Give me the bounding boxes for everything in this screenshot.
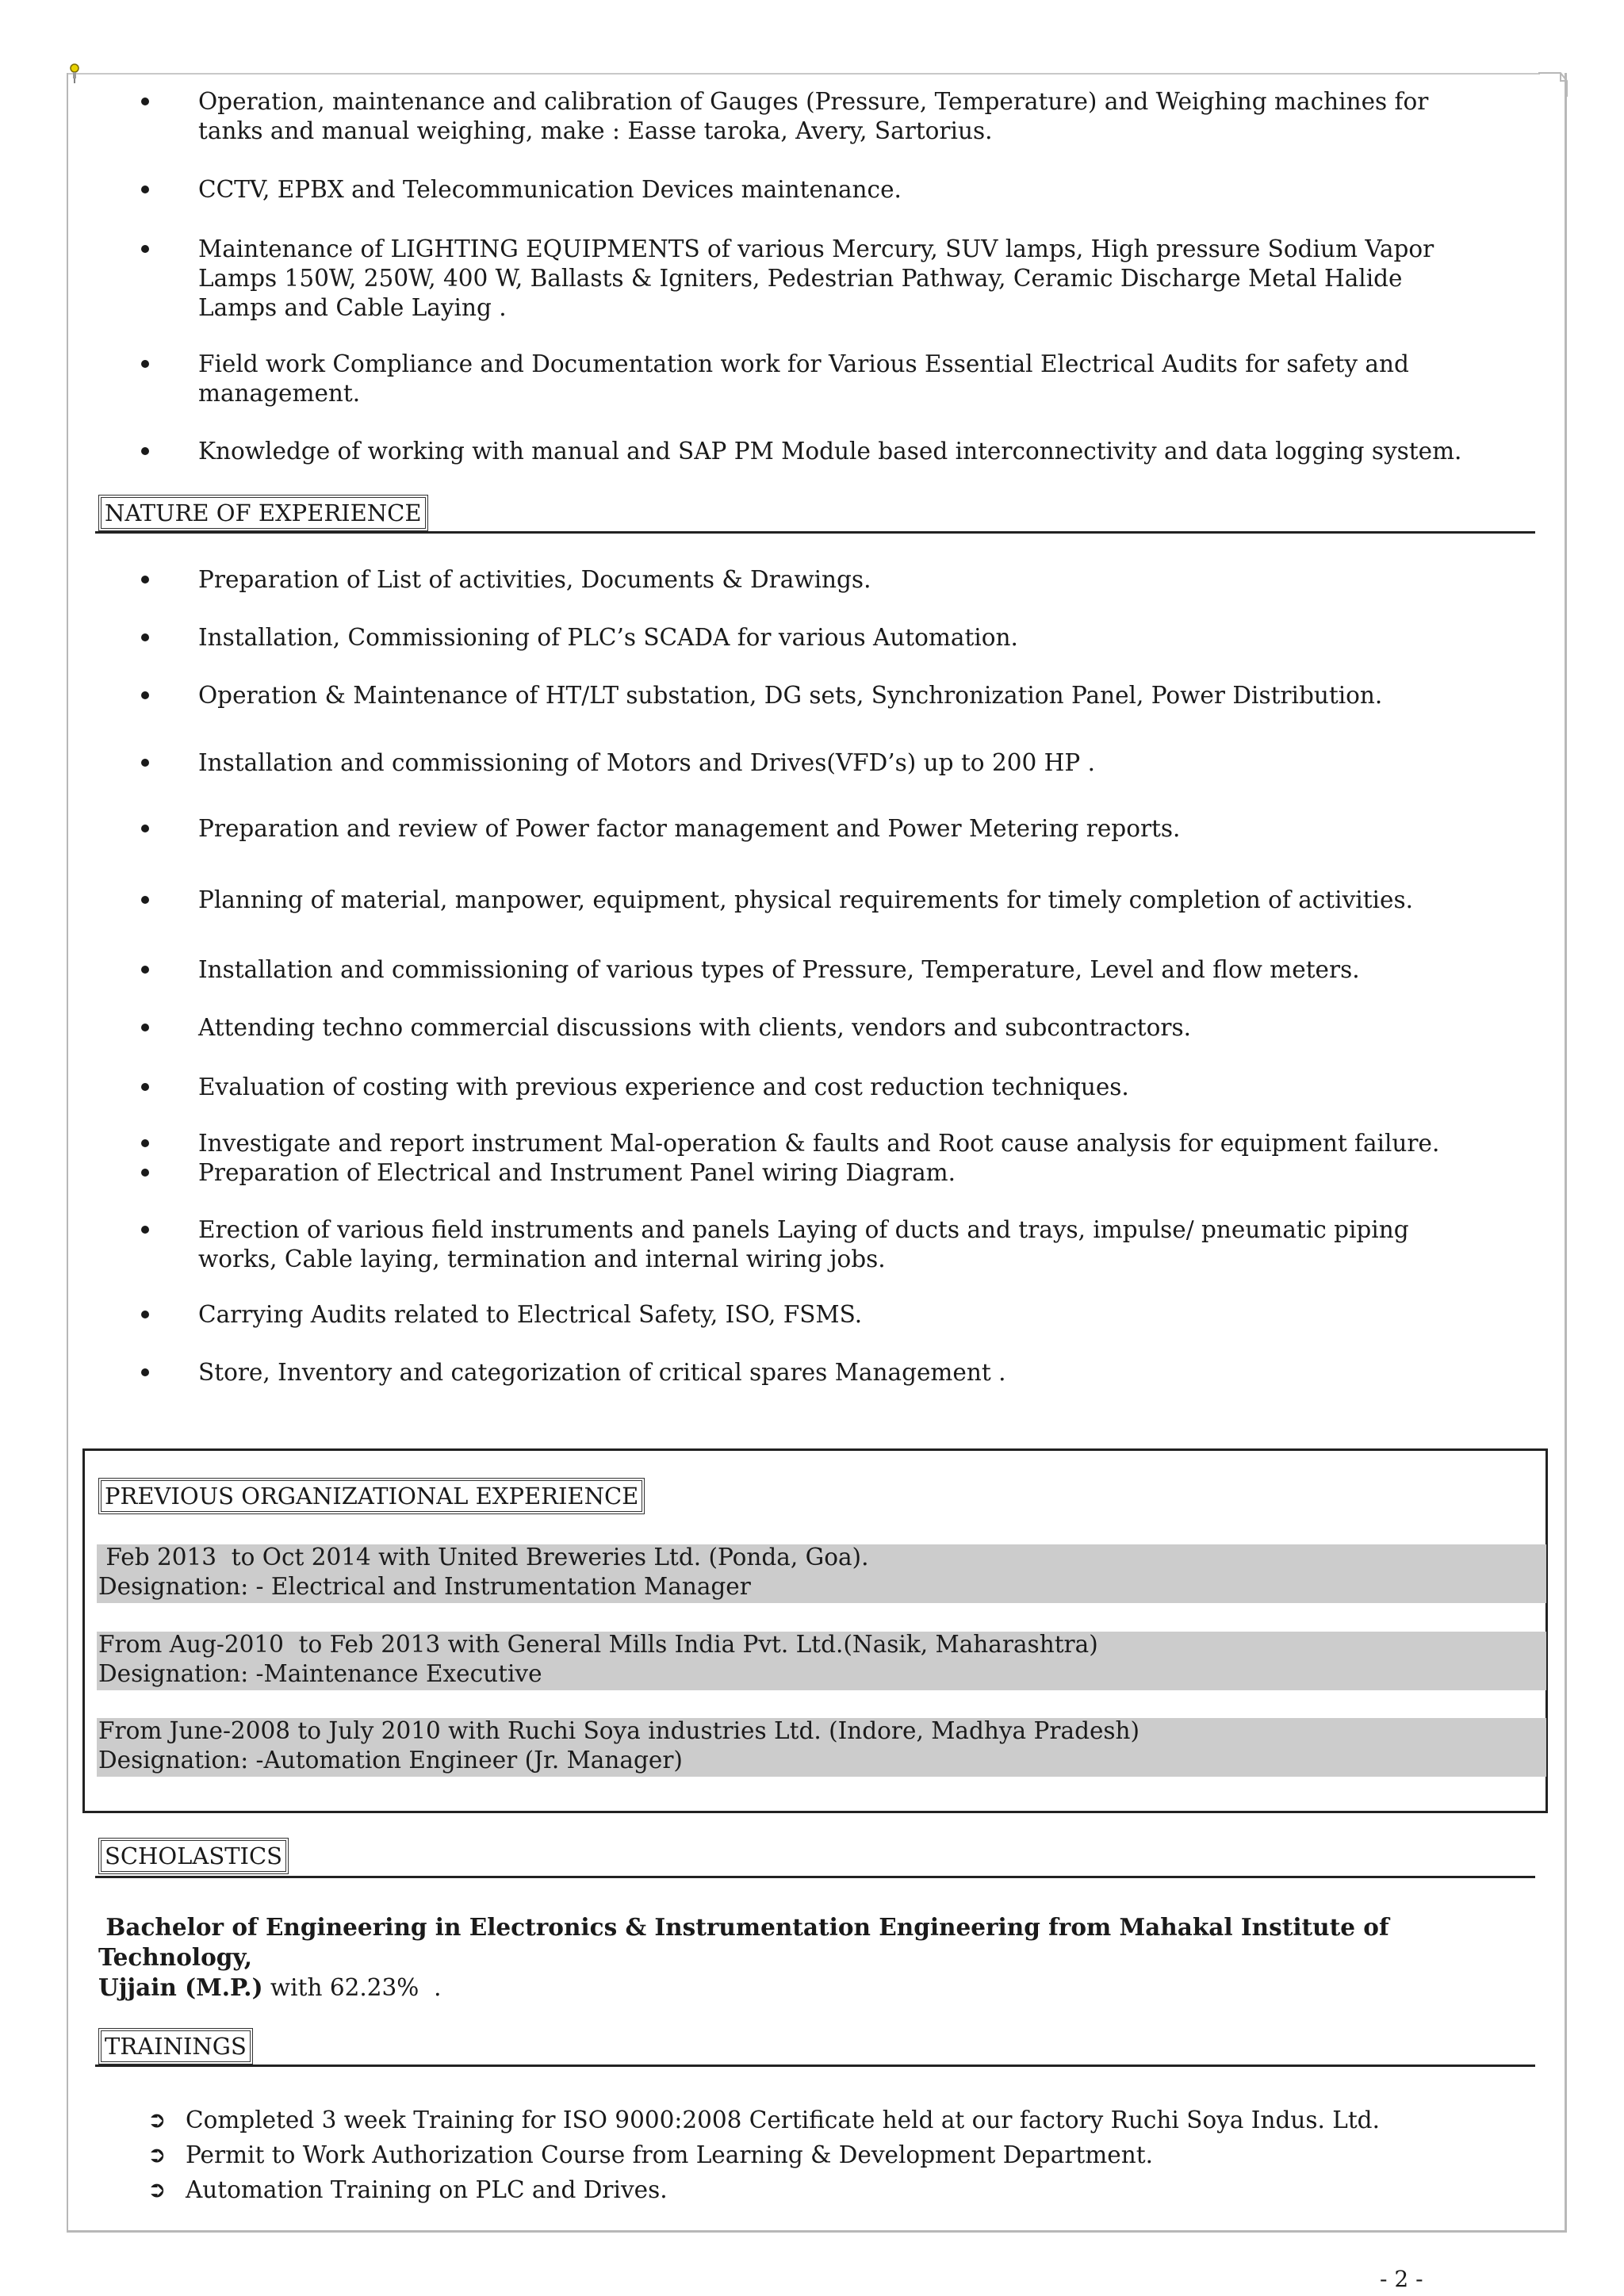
trainings-list [147,2103,1380,2207]
bullet-icon [141,1169,149,1177]
list-item: Preparation and review of Power factor management and Power Metering reports. [198,814,1535,844]
list-item: Knowledge of working with manual and SAP PM Module based interconnectivity and data logging system. [198,437,1535,466]
list-item: Carrying Audits related to Electrical Safety, ISO, FSMS. [198,1300,1535,1330]
bullet-icon [141,245,149,253]
bullet-icon [141,447,149,455]
page-number: - 2 - [1380,2266,1423,2292]
page-fold-icon [1537,70,1568,98]
degree-location: Ujjain (M.P.) [98,1973,263,2001]
experience-period: From June-2008 to July 2010 with Ruchi Soya industries Ltd. (Indore, Madhya Pradesh) [98,1717,1140,1744]
pushpin-icon [68,63,81,84]
list-item: Planning of material, manpower, equipment, physical requirements for timely completion of activities. [198,886,1535,915]
list-item: Evaluation of costing with previous experience and cost reduction techniques. [198,1073,1535,1102]
bullet-icon [141,759,149,767]
section-rule [95,1876,1535,1878]
arrow-bullet-icon: ➲ [147,2107,167,2133]
bullet-icon [141,1139,149,1147]
experience-designation: Designation: - Electrical and Instrumentation Manager [98,1573,751,1600]
list-item: Preparation of List of activities, Documents & Drawings. [198,565,1535,595]
bullet-icon [141,1368,149,1376]
list-item: ➲ Automation Training on PLC and Drives. [186,2172,1380,2207]
section-heading-previous-experience: PREVIOUS ORGANIZATIONAL EXPERIENCE [98,1478,645,1514]
list-item: ➲ Completed 3 week Training for ISO 9000:2008 Certificate held at our factory Ruchi Soya Indus. Ltd. [186,2103,1380,2137]
arrow-bullet-icon: ➲ [147,2141,167,2168]
list-item: Installation and commissioning of Motors and Drives(VFD’s) up to 200 HP . [198,748,1535,778]
list-item: Operation, maintenance and calibration of Gauges (Pressure, Temperature) and Weighing machines for tanks and manual weighing, make : Easse taroka, Avery, Sartorius. [198,87,1535,146]
list-item: Investigate and report instrument Mal-operation & faults and Root cause analysis for equipment failure. [198,1129,1535,1158]
bullet-icon [141,896,149,904]
list-item: Store, Inventory and categorization of critical spares Management . [198,1358,1535,1387]
experience-designation: Designation: -Maintenance Executive [98,1660,542,1687]
experience-designation: Designation: -Automation Engineer (Jr. Manager) [98,1747,683,1774]
experience-period: Feb 2013 to Oct 2014 with United Breweries Ltd. (Ponda, Goa). [98,1544,869,1571]
degree-title: Bachelor of Engineering in Electronics & Instrumentation Engineering from Mahakal Institute of Technology, [98,1913,1389,1971]
bullet-icon [141,1024,149,1031]
bullet-icon [141,1311,149,1318]
section-heading-nature-of-experience: NATURE OF EXPERIENCE [98,495,428,531]
list-item: Preparation of Electrical and Instrument Panel wiring Diagram. [198,1158,1535,1188]
bullet-icon [141,825,149,832]
list-item: CCTV, EPBX and Telecommunication Devices maintenance. [198,175,1535,205]
section-heading-trainings: TRAININGS [98,2028,253,2064]
section-rule [95,2064,1535,2067]
list-item: Installation, Commissioning of PLC’s SCADA for various Automation. [198,623,1535,652]
list-item: Installation and commissioning of various types of Pressure, Temperature, Level and flow meters. [198,955,1535,985]
list-item: Field work Compliance and Documentation work for Various Essential Electrical Audits for safety and management. [198,350,1535,408]
experience-period: From Aug-2010 to Feb 2013 with General Mills India Pvt. Ltd.(Nasik, Maharashtra) [98,1631,1098,1658]
bullet-icon [141,98,149,105]
bullet-icon [141,360,149,368]
list-item: Erection of various field instruments and panels Laying of ducts and trays, impulse/ pneumatic piping works, Cable laying, termination and internal wiring jobs. [198,1215,1535,1274]
bullet-icon [141,576,149,584]
bullet-icon [141,186,149,193]
section-heading-scholastics: SCHOLASTICS [98,1838,289,1874]
degree-text [98,1912,1535,2003]
degree-score: with 62.23% . [262,1974,442,2001]
bullet-icon [141,691,149,699]
list-item: Maintenance of LIGHTING EQUIPMENTS of various Mercury, SUV lamps, High pressure Sodium Vapor Lamps 150W, 250W, 400 W, Ballasts & Igniters, Pedestrian Pathway, Ceramic Discharge Metal Halide Lamps and Cable Laying . [198,235,1535,323]
bullet-icon [141,1226,149,1234]
list-item: Operation & Maintenance of HT/LT substation, DG sets, Synchronization Panel, Power Distribution. [198,681,1535,710]
bullet-icon [141,966,149,974]
list-item: Attending techno commercial discussions with clients, vendors and subcontractors. [198,1013,1535,1043]
section-rule [95,531,1535,534]
bullet-icon [141,1083,149,1091]
bullet-icon [141,633,149,641]
list-item: ➲ Permit to Work Authorization Course from Learning & Development Department. [186,2137,1380,2172]
arrow-bullet-icon: ➲ [147,2176,167,2202]
